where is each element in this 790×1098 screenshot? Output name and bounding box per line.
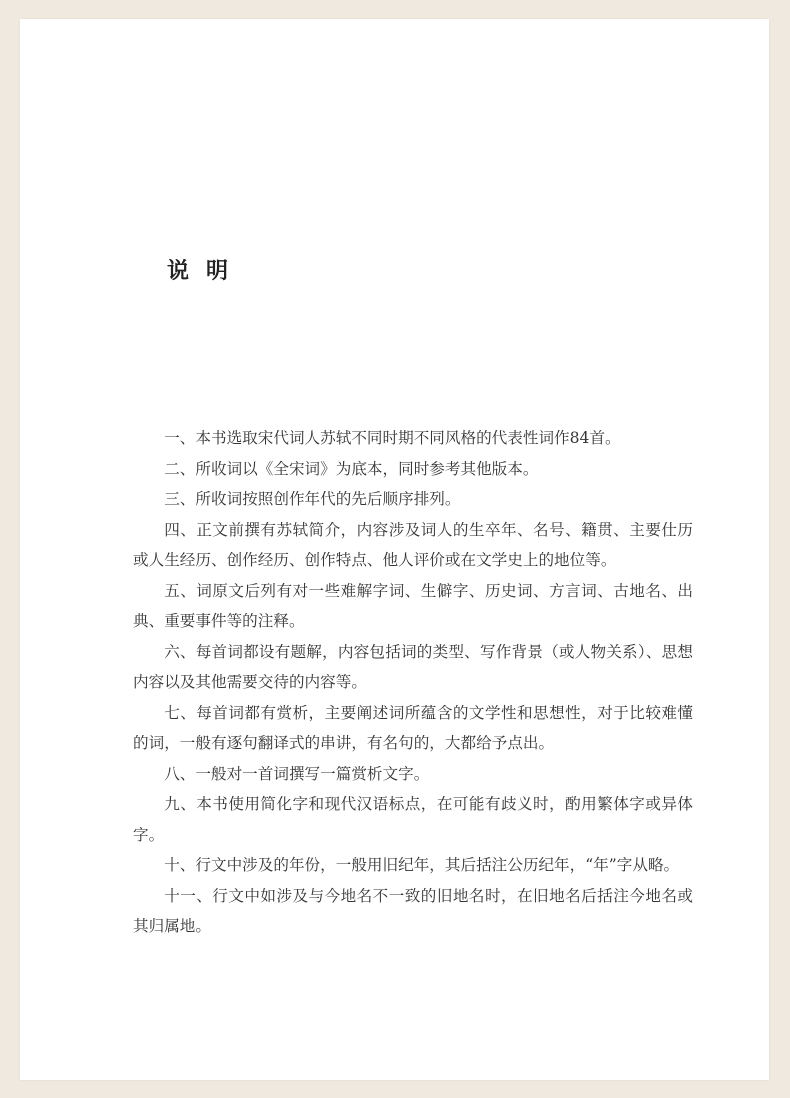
instruction-paragraph-8: 八、一般对一首词撰写一篇赏析文字。 (164, 764, 430, 783)
instruction-paragraph-10: 十、行文中涉及的年份，一般用旧纪年，其后括注公历纪年，“年”字从略。 (164, 856, 680, 874)
instructions-list (133, 423, 693, 942)
page-title: 说明 (167, 258, 246, 284)
instruction-paragraph-7: 七、每首词都有赏析，主要阐述词所蕴含的文学性和思想性，对于比较难懂的词，一般有逐句翻译式的串讲，有名句的，大都给予点出。 (133, 703, 693, 752)
instruction-paragraph-6: 六、每首词都设有题解，内容包括词的类型、写作背景（或人物关系）、思想内容以及其他需要交待的内容等。 (133, 642, 693, 691)
instruction-paragraph-5: 五、词原文后列有对一些难解字词、生僻字、历史词、方言词、古地名、出典、重要事件等的注释。 (133, 581, 693, 630)
instruction-paragraph-2: 二、所收词以《全宋词》为底本，同时参考其他版本。 (164, 459, 539, 478)
instruction-paragraph-1: 一、本书选取宋代词人苏轼不同时期不同风格的代表性词作84首。 (164, 429, 621, 447)
instruction-paragraph-11: 十一、行文中如涉及与今地名不一致的旧地名时，在旧地名后括注今地名或其归属地。 (133, 886, 693, 935)
instruction-paragraph-9: 九、本书使用简化字和现代汉语标点，在可能有歧义时，酌用繁体字或异体字。 (133, 795, 693, 844)
instruction-paragraph-3: 三、所收词按照创作年代的先后顺序排列。 (164, 490, 461, 508)
instruction-paragraph-4: 四、正文前撰有苏轼简介，内容涉及词人的生卒年、名号、籍贯、主要仕历或人生经历、创作经历、创作特点、他人评价或在文学史上的地位等。 (133, 520, 693, 569)
document-page (20, 19, 769, 1080)
